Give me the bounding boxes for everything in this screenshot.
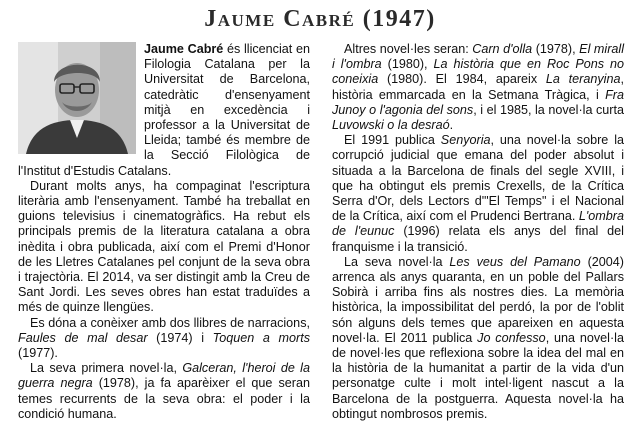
other-novels-paragraph: Altres novel·les seran: Carn d'olla (1978), El mirall i l'ombra (1980), La història que en Roc Pons no coneixia (1980). El 1984, apareix La teranyina, història emmarcada en la Setmana Tràgica, i Fra Junoy o l'agonia del sons, i el 1985, la novel·la curta Luvowski o la desraó.	[332, 42, 625, 133]
career-paragraph: Durant molts anys, ha compaginat l'escriptura literària amb l'ensenyament. També ha treballat en guions televisius i cinematogràfics. Ha rebut els principals premis de la literatura catalana a obra inèdita i obra publicada, així com el Premi d'Honor de les Lletres Catalanes pel conjunt de la seva obra i trajectòria. El 2014, va ser distingit amb la Creu de Sant Jordi. Les seves obres han estat traduïdes a més de quinze llengües.	[18, 178, 310, 315]
senyoria-paragraph: El 1991 publica Senyoria, una novel·la sobre la corrupció judicial que emana del poder absolut i situada a la Barcelona de finals del segle XVIII, i que ha obtingut els premis Crexells, de la Crítica Serra d'Or, dels Lectors d'"El Temps" i el Nacional de la Crítica, així com el Prudenci Bertrana. L'ombra de l'eunuc (1996) relata els anys del final del franquisme i la transició.	[332, 133, 624, 254]
left-column	[18, 42, 310, 422]
debut-paragraph: Es dóna a conèixer amb dos llibres de narracions, Faules de mal desar (1974) i Toquen a morts (1977).	[18, 315, 310, 361]
intro-paragraph: Jaume Cabré és llicenciat en Filologia Catalana per la Universitat de Barcelona, catedràtic d'ensenyament mitjà en excedència i professor a la Universitat de Lleida; també és membre de la Secció Filològica de l'Institut d'Estudis Catalans.	[18, 42, 310, 178]
author-name: Jaume Cabré	[144, 42, 224, 56]
right-column	[332, 42, 624, 422]
author-photo	[18, 42, 136, 154]
first-novel-paragraph: La seva primera novel·la, Galceran, l'heroi de la guerra negra (1978), ja fa aparèixer el que seran temes recurrents de la seva obra: el poder i la condició humana.	[18, 361, 310, 421]
page-title: Jaume Cabré (1947)	[204, 6, 436, 32]
pamano-paragraph: La seva novel·la Les veus del Pamano (2004) arrenca als anys quaranta, en un poble del Pallars Sobirà i arriba fins als nostres dies. La memòria històrica, la impossibilitat del perdó, la por de l'oblit són alguns dels temes que apareixen en aquesta novel·la. El 2011 publica Jo confesso, una novel·la de novel·les que reflexiona sobre la idea del mal en la història de la humanitat a partir de la vida d'un personatge culte i molt intel·ligent nascut a la Barcelona de la postguerra. Aquesta novel·la ha obtingut nombrosos premis.	[332, 254, 624, 421]
